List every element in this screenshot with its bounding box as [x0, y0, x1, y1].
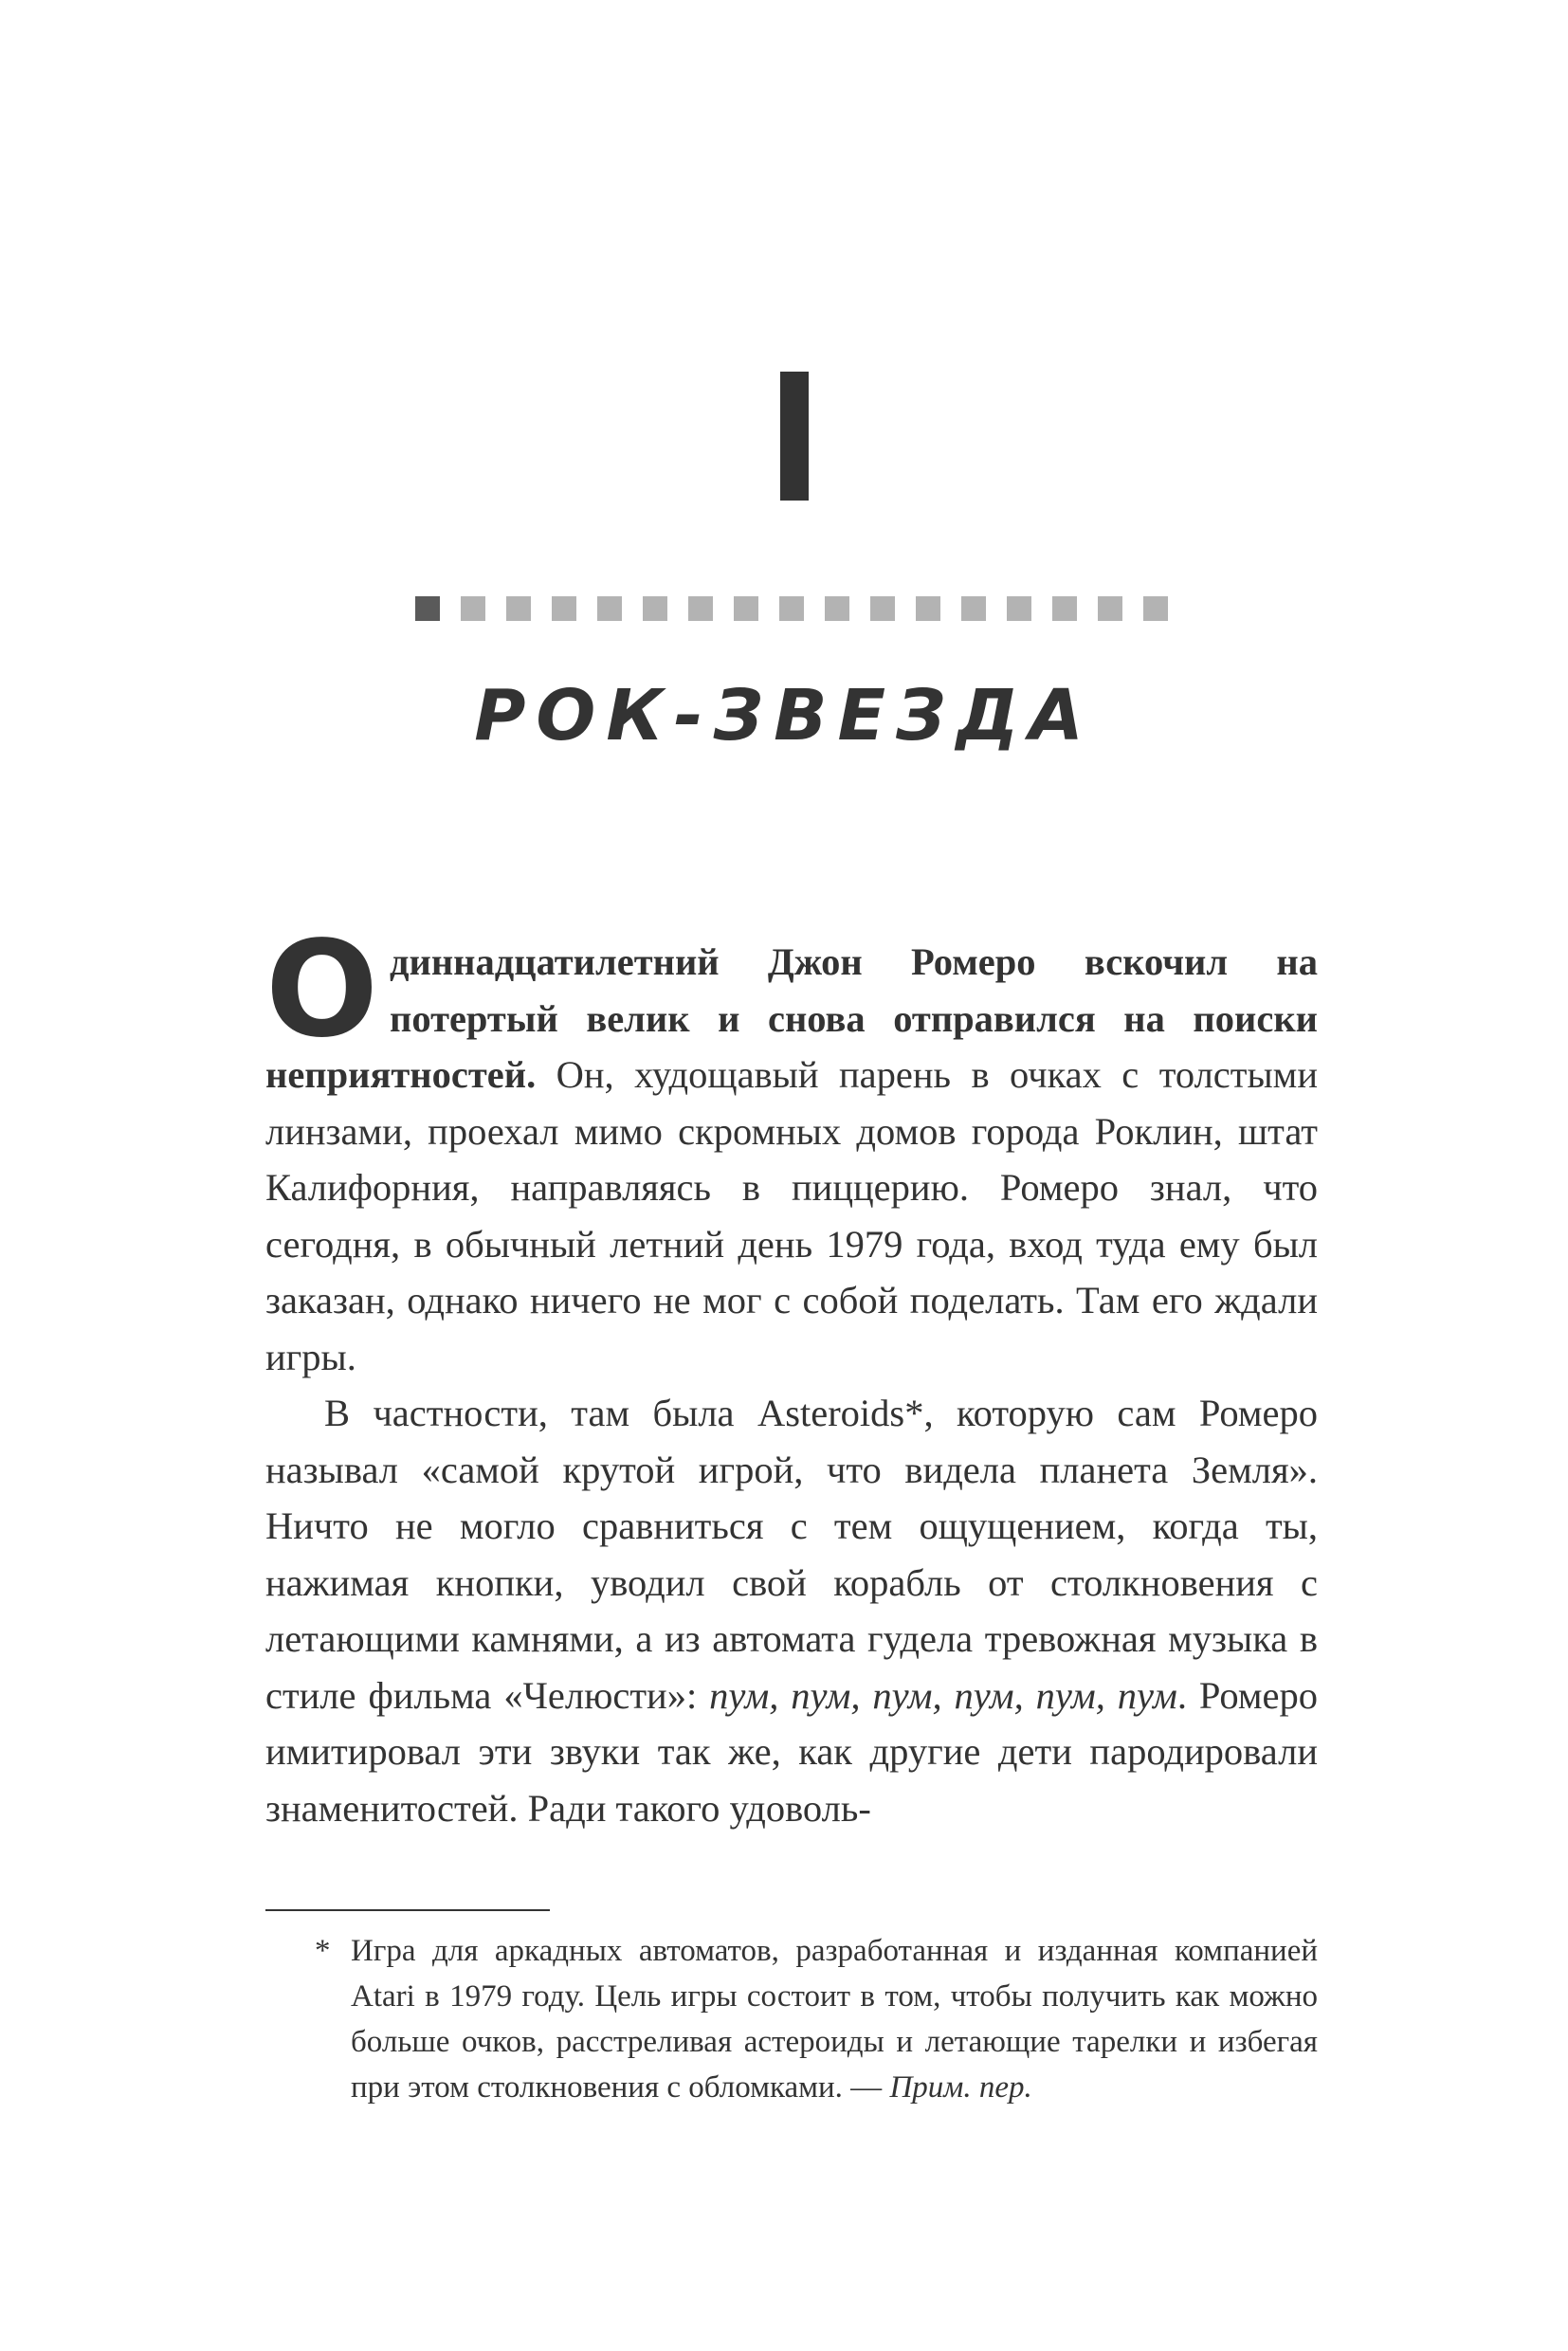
divider-square: [415, 596, 440, 621]
divider-square: [870, 596, 895, 621]
footnote-note: Прим. пер.: [889, 2070, 1032, 2105]
footnote-body: Игра для аркадных автоматов, разработанная и изданная компанией Atari в 1979 году. Цель игры состоит в том, чтобы получить как можно больше очков, расстреливая астероиды и летающие тарелки и избегая при этом столкновения с обломками. —: [351, 1934, 1318, 2105]
divider-square: [506, 596, 531, 621]
chapter-title: РОК-ЗВЕЗДА: [474, 675, 1094, 756]
footnote-text: [322, 1928, 1318, 2110]
divider-square: [916, 596, 940, 621]
lead-in: диннадцатилетний Джон Ромеро вскочил на потертый велик и снова отправился на поиски неприятностей.: [265, 940, 1318, 1096]
divider-square: [643, 596, 667, 621]
divider-square: [779, 596, 804, 621]
divider-square: [461, 596, 485, 621]
divider-square: [961, 596, 986, 621]
divider-square: [597, 596, 622, 621]
footnote-marker: *: [315, 1934, 331, 1968]
paragraph-1-text: Он, худощавый парень в очках с толстыми линзами, проехал мимо скромных домов города Роклин, штат Калифорния, направляясь в пиццерию. Ромеро знал, что сегодня, в обычный летний день 1979 года, вход туда ему был заказан, однако ничего не мог с собой поделать. Там его ждали игры.: [265, 1053, 1318, 1378]
divider-square: [734, 596, 758, 621]
paragraph-2: [265, 1385, 1318, 1836]
divider-square: [688, 596, 713, 621]
paragraph-1: [265, 913, 1318, 1385]
chapter-divider: [415, 596, 1168, 621]
divider-square: [1007, 596, 1031, 621]
paragraph-2-italic: пум, пум, пум, пум, пум, пум: [709, 1673, 1177, 1717]
paragraph-2-text-a: В частности, там была Asteroids*, которую сам Ромеро называл «самой крутой игрой, что видела планета Земля». Ничто не могло сравниться с тем ощущением, когда ты, нажимая кнопки, уводил свой корабль от столкновения с летающими камнями, а из автомата гудела тревожная музыка в стиле фильма «Челюсти»:: [265, 1392, 1318, 1717]
paragraph-2-text-b: . Ромеро имитировал эти звуки так же, как другие дети пародировали знаменитостей. Ради такого удоволь-: [265, 1673, 1318, 1830]
divider-square: [825, 596, 849, 621]
divider-square: [1098, 596, 1122, 621]
divider-square: [552, 596, 576, 621]
divider-square: [1143, 596, 1168, 621]
divider-square: [1052, 596, 1077, 621]
footnote-rule: [265, 1909, 550, 1911]
drop-cap: О: [265, 913, 379, 1067]
chapter-number: [780, 372, 809, 501]
footnote: [315, 1928, 1318, 2110]
body-text: [265, 913, 1318, 1836]
